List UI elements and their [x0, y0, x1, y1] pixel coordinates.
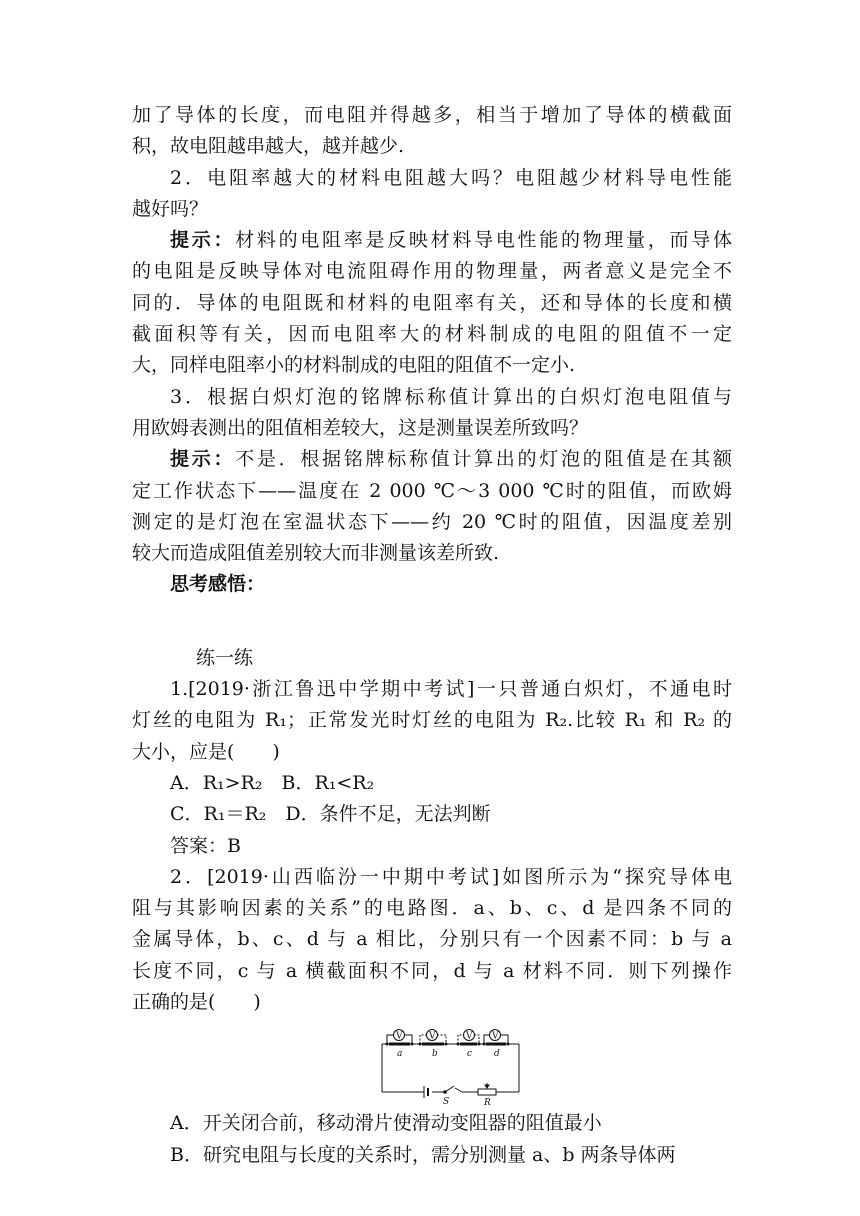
circuit-diagram-svg [380, 1022, 525, 1108]
hint-3-line-1: 提示：不是．根据铭牌标称值计算出的灯泡的阻值是在其额 [170, 448, 732, 471]
document-page [132, 100, 732, 1171]
problem-1-options-cd: C．R₁＝R₂ D．条件不足，无法判断 [170, 803, 491, 826]
hint-3-line-2: 定工作状态下——温度在 2 000 ℃～3 000 ℃时的阻值，而欧姆 [132, 479, 732, 502]
blank-space [132, 601, 732, 643]
hint-label: 提示： [170, 229, 236, 252]
wire-label-a: a [397, 1049, 403, 1060]
hint-2-line-1: 提示：材料的电阻率是反映材料导电性能的物理量，而导体 [170, 229, 732, 252]
intro-line-1: 加了导体的长度，而电阻并得越多，相当于增加了导体的横截面 [132, 104, 732, 126]
problem-2-line-3: 金属导体，b、c、d 与 a 相比，分别只有一个因素不同：b 与 a [132, 928, 732, 951]
wire-label-d: d [494, 1049, 500, 1060]
problem-1-line-1: 1.[2019·浙江鲁迅中学期中考试]一只普通白炽灯，不通电时 [170, 678, 732, 701]
problem-2-line-1: 2．[2019·山西临汾一中期中考试]如图所示为“探究导体电 [170, 865, 732, 888]
problem-1-options-ab: A．R₁>R₂ B．R₁<R₂ [170, 771, 375, 794]
problem-2-line-2: 阻与其影响因素的关系”的电路图．a、b、c、d 是四条不同的 [132, 897, 732, 920]
question-2-line-2: 越好吗？ [132, 197, 209, 220]
voltmeter-label: V [492, 1031, 499, 1042]
problem-2-option-b: B．研究电阻与长度的关系时，需分别测量 a、b 两条导体两 [170, 1143, 676, 1166]
rheostat-label: R [484, 1098, 491, 1109]
problem-2-line-5: 正确的是( ) [132, 991, 261, 1014]
hint-label: 提示： [170, 448, 236, 471]
switch-label: S [443, 1097, 450, 1108]
reflection-label: 思考感悟： [170, 573, 266, 596]
problem-2-option-a: A．开关闭合前，移动滑片使滑动变阻器的阻值最小 [170, 1112, 602, 1135]
hint-2-line-3: 同的．导体的电阻既和材料的电阻率有关，还和导体的长度和横 [132, 291, 732, 314]
circuit-diagram [132, 1018, 732, 1108]
practice-heading: 练一练 [196, 646, 254, 669]
voltmeter-label: V [466, 1031, 473, 1042]
hint-3-line-4: 较大而造成阻值差别较大而非测量该差所致. [132, 542, 500, 565]
hint-2-line-2: 的电阻是反映导体对电流阻碍作用的物理量，两者意义是完全不 [132, 260, 732, 283]
problem-1-line-2: 灯丝的电阻为 R₁；正常发光时灯丝的电阻为 R₂.比较 R₁ 和 R₂ 的 [132, 709, 732, 732]
problem-1-line-3: 大小，应是( ) [132, 740, 280, 763]
wire-label-b: b [432, 1049, 438, 1060]
voltmeter-label: V [396, 1031, 403, 1042]
question-2-line-1: 2．电阻率越大的材料电阻越大吗？电阻越少材料导电性能 [170, 166, 732, 189]
hint-3-line-3: 测定的是灯泡在室温状态下——约 20 ℃时的阻值，因温度差别 [132, 510, 732, 533]
wire-label-c: c [467, 1049, 473, 1060]
problem-1-answer: 答案：B [170, 834, 241, 857]
hint-2-line-4: 截面积等有关，因而电阻率大的材料制成的电阻的阻值不一定 [132, 323, 732, 346]
intro-line-2: 积，故电阻越串越大，越并越少. [132, 135, 405, 158]
problem-2-line-4: 长度不同，c 与 a 横截面积不同，d 与 a 材料不同．则下列操作 [132, 959, 732, 982]
hint-2-line-5: 大，同样电阻率小的材料制成的电阻的阻值不一定小. [132, 354, 576, 377]
question-3-line-2: 用欧姆表测出的阻值相差较大，这是测量误差所致吗？ [132, 416, 589, 439]
question-3-line-1: 3．根据白炽灯泡的铭牌标称值计算出的白炽灯泡电阻值与 [170, 385, 732, 408]
voltmeter-label: V [429, 1031, 436, 1042]
